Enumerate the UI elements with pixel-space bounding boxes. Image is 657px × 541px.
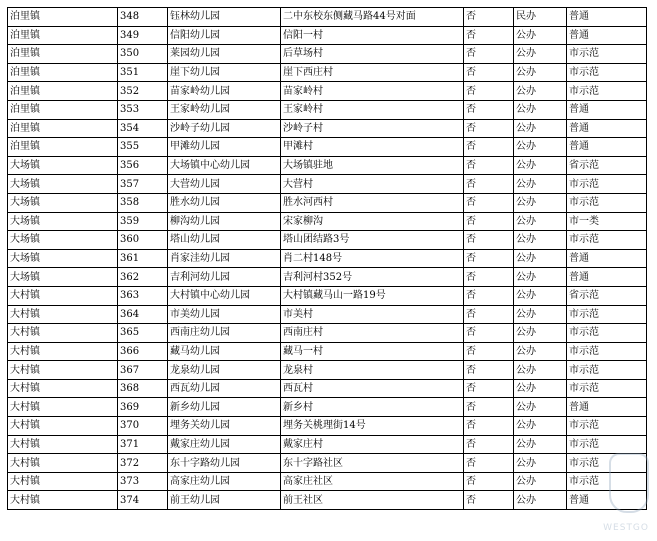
kindergarten-name-cell: 西瓦幼儿园 — [168, 379, 281, 398]
address-cell: 王家岭村 — [281, 100, 464, 119]
table-row — [8, 119, 647, 138]
kindergarten-name-cell: 市美幼儿园 — [168, 305, 281, 324]
address-cell: 沙岭子村 — [281, 119, 464, 138]
address-cell: 苗家岭村 — [281, 82, 464, 101]
table-row — [8, 398, 647, 417]
level-cell: 市示范 — [567, 361, 647, 380]
number-cell: 356 — [118, 156, 168, 175]
level-cell: 市示范 — [567, 175, 647, 194]
ownership-cell: 公办 — [514, 63, 567, 82]
address-cell: 宋家柳沟 — [281, 212, 464, 231]
town-cell: 大村镇 — [8, 454, 118, 473]
town-cell: 泊里镇 — [8, 8, 118, 27]
watermark-shield-icon — [609, 453, 649, 513]
address-cell: 信阳一村 — [281, 26, 464, 45]
level-cell: 普通 — [567, 491, 647, 510]
table-row — [8, 193, 647, 212]
address-cell: 龙泉村 — [281, 361, 464, 380]
table-row — [8, 26, 647, 45]
number-cell: 372 — [118, 454, 168, 473]
table-row — [8, 361, 647, 380]
table-row — [8, 379, 647, 398]
ownership-cell: 公办 — [514, 26, 567, 45]
number-cell: 357 — [118, 175, 168, 194]
kindergarten-name-cell: 沙岭子幼儿园 — [168, 119, 281, 138]
address-cell: 后草场村 — [281, 45, 464, 64]
flag-cell: 否 — [464, 472, 514, 491]
kindergarten-name-cell: 大营幼儿园 — [168, 175, 281, 194]
flag-cell: 否 — [464, 342, 514, 361]
ownership-cell: 公办 — [514, 231, 567, 250]
kindergarten-name-cell: 龙泉幼儿园 — [168, 361, 281, 380]
number-cell: 371 — [118, 435, 168, 454]
table-row — [8, 454, 647, 473]
number-cell: 369 — [118, 398, 168, 417]
address-cell: 塔山团结路3号 — [281, 231, 464, 250]
number-cell: 367 — [118, 361, 168, 380]
address-cell: 二中东校东侧藏马路44号对面 — [281, 8, 464, 27]
number-cell: 373 — [118, 472, 168, 491]
number-cell: 352 — [118, 82, 168, 101]
watermark-logo — [603, 453, 649, 533]
ownership-cell: 公办 — [514, 212, 567, 231]
level-cell: 普通 — [567, 100, 647, 119]
ownership-cell: 公办 — [514, 398, 567, 417]
level-cell: 市示范 — [567, 454, 647, 473]
table-row — [8, 249, 647, 268]
ownership-cell: 公办 — [514, 100, 567, 119]
ownership-cell: 公办 — [514, 305, 567, 324]
address-cell: 市美村 — [281, 305, 464, 324]
kindergarten-name-cell: 王家岭幼儿园 — [168, 100, 281, 119]
ownership-cell: 公办 — [514, 82, 567, 101]
level-cell: 普通 — [567, 119, 647, 138]
kindergarten-name-cell: 钰林幼儿园 — [168, 8, 281, 27]
town-cell: 大村镇 — [8, 286, 118, 305]
table-row — [8, 417, 647, 436]
flag-cell: 否 — [464, 305, 514, 324]
kindergarten-name-cell: 大村镇中心幼儿园 — [168, 286, 281, 305]
number-cell: 359 — [118, 212, 168, 231]
ownership-cell: 公办 — [514, 249, 567, 268]
ownership-cell: 公办 — [514, 435, 567, 454]
flag-cell: 否 — [464, 379, 514, 398]
flag-cell: 否 — [464, 398, 514, 417]
kindergarten-name-cell: 西南庄幼儿园 — [168, 324, 281, 343]
table-row — [8, 175, 647, 194]
address-cell: 甲滩村 — [281, 138, 464, 157]
town-cell: 泊里镇 — [8, 82, 118, 101]
ownership-cell: 公办 — [514, 342, 567, 361]
town-cell: 泊里镇 — [8, 100, 118, 119]
ownership-cell: 公办 — [514, 175, 567, 194]
table-row — [8, 472, 647, 491]
table-row — [8, 305, 647, 324]
town-cell: 大场镇 — [8, 231, 118, 250]
town-cell: 大村镇 — [8, 342, 118, 361]
number-cell: 365 — [118, 324, 168, 343]
ownership-cell: 公办 — [514, 454, 567, 473]
flag-cell: 否 — [464, 212, 514, 231]
town-cell: 大村镇 — [8, 324, 118, 343]
ownership-cell: 公办 — [514, 45, 567, 64]
kindergarten-name-cell: 高家庄幼儿园 — [168, 472, 281, 491]
town-cell: 泊里镇 — [8, 63, 118, 82]
ownership-cell: 公办 — [514, 119, 567, 138]
table-body — [8, 8, 647, 510]
address-cell: 吉利河村352号 — [281, 268, 464, 287]
kindergarten-name-cell: 戴家庄幼儿园 — [168, 435, 281, 454]
number-cell: 368 — [118, 379, 168, 398]
address-cell: 西瓦村 — [281, 379, 464, 398]
kindergarten-name-cell: 吉利河幼儿园 — [168, 268, 281, 287]
number-cell: 358 — [118, 193, 168, 212]
address-cell: 埋务关桃理街14号 — [281, 417, 464, 436]
ownership-cell: 公办 — [514, 138, 567, 157]
table-row — [8, 100, 647, 119]
kindergarten-name-cell: 前王幼儿园 — [168, 491, 281, 510]
ownership-cell: 公办 — [514, 361, 567, 380]
kindergarten-name-cell: 胜水幼儿园 — [168, 193, 281, 212]
table-row — [8, 156, 647, 175]
table-row — [8, 491, 647, 510]
flag-cell: 否 — [464, 138, 514, 157]
level-cell: 市示范 — [567, 63, 647, 82]
flag-cell: 否 — [464, 231, 514, 250]
table-row — [8, 8, 647, 27]
flag-cell: 否 — [464, 435, 514, 454]
town-cell: 大村镇 — [8, 435, 118, 454]
number-cell: 349 — [118, 26, 168, 45]
flag-cell: 否 — [464, 63, 514, 82]
flag-cell: 否 — [464, 119, 514, 138]
address-cell: 前王社区 — [281, 491, 464, 510]
kindergarten-table-sheet — [7, 7, 647, 510]
flag-cell: 否 — [464, 8, 514, 27]
kindergarten-name-cell: 藏马幼儿园 — [168, 342, 281, 361]
address-cell: 新乡村 — [281, 398, 464, 417]
town-cell: 大场镇 — [8, 175, 118, 194]
table-row — [8, 45, 647, 64]
number-cell: 364 — [118, 305, 168, 324]
number-cell: 362 — [118, 268, 168, 287]
number-cell: 360 — [118, 231, 168, 250]
address-cell: 高家庄社区 — [281, 472, 464, 491]
flag-cell: 否 — [464, 193, 514, 212]
number-cell: 366 — [118, 342, 168, 361]
town-cell: 大村镇 — [8, 379, 118, 398]
table-row — [8, 286, 647, 305]
number-cell: 370 — [118, 417, 168, 436]
ownership-cell: 公办 — [514, 491, 567, 510]
town-cell: 大场镇 — [8, 156, 118, 175]
level-cell: 市示范 — [567, 417, 647, 436]
table-row — [8, 212, 647, 231]
address-cell: 崖下西庄村 — [281, 63, 464, 82]
number-cell: 361 — [118, 249, 168, 268]
flag-cell: 否 — [464, 100, 514, 119]
flag-cell: 否 — [464, 361, 514, 380]
kindergarten-name-cell: 崖下幼儿园 — [168, 63, 281, 82]
level-cell: 普通 — [567, 26, 647, 45]
address-cell: 大村镇藏马山一路19号 — [281, 286, 464, 305]
level-cell: 市示范 — [567, 379, 647, 398]
level-cell: 市示范 — [567, 231, 647, 250]
town-cell: 大村镇 — [8, 305, 118, 324]
level-cell: 普通 — [567, 268, 647, 287]
kindergarten-name-cell: 甲滩幼儿园 — [168, 138, 281, 157]
town-cell: 大场镇 — [8, 249, 118, 268]
flag-cell: 否 — [464, 491, 514, 510]
level-cell: 普通 — [567, 249, 647, 268]
town-cell: 泊里镇 — [8, 119, 118, 138]
number-cell: 353 — [118, 100, 168, 119]
level-cell: 普通 — [567, 8, 647, 27]
kindergarten-name-cell: 信阳幼儿园 — [168, 26, 281, 45]
number-cell: 351 — [118, 63, 168, 82]
kindergarten-name-cell: 大场镇中心幼儿园 — [168, 156, 281, 175]
town-cell: 大村镇 — [8, 417, 118, 436]
town-cell: 大村镇 — [8, 398, 118, 417]
number-cell: 350 — [118, 45, 168, 64]
level-cell: 市示范 — [567, 435, 647, 454]
ownership-cell: 公办 — [514, 156, 567, 175]
address-cell: 肖二村148号 — [281, 249, 464, 268]
level-cell: 普通 — [567, 398, 647, 417]
kindergarten-name-cell: 柳沟幼儿园 — [168, 212, 281, 231]
kindergarten-name-cell: 东十字路幼儿园 — [168, 454, 281, 473]
level-cell: 市一类 — [567, 212, 647, 231]
table-row — [8, 268, 647, 287]
address-cell: 东十字路社区 — [281, 454, 464, 473]
number-cell: 374 — [118, 491, 168, 510]
town-cell: 大村镇 — [8, 472, 118, 491]
address-cell: 藏马一村 — [281, 342, 464, 361]
watermark-text: WESTGO — [603, 523, 649, 533]
level-cell: 省示范 — [567, 286, 647, 305]
address-cell: 胜水河西村 — [281, 193, 464, 212]
town-cell: 泊里镇 — [8, 26, 118, 45]
ownership-cell: 公办 — [514, 417, 567, 436]
ownership-cell: 公办 — [514, 268, 567, 287]
level-cell: 市示范 — [567, 82, 647, 101]
flag-cell: 否 — [464, 454, 514, 473]
address-cell: 西南庄村 — [281, 324, 464, 343]
table-row — [8, 82, 647, 101]
number-cell: 354 — [118, 119, 168, 138]
number-cell: 363 — [118, 286, 168, 305]
ownership-cell: 公办 — [514, 472, 567, 491]
town-cell: 大村镇 — [8, 491, 118, 510]
flag-cell: 否 — [464, 26, 514, 45]
ownership-cell: 公办 — [514, 193, 567, 212]
flag-cell: 否 — [464, 268, 514, 287]
table-row — [8, 63, 647, 82]
ownership-cell: 公办 — [514, 324, 567, 343]
ownership-cell: 民办 — [514, 8, 567, 27]
table-row — [8, 231, 647, 250]
town-cell: 泊里镇 — [8, 138, 118, 157]
kindergarten-name-cell: 莱园幼儿园 — [168, 45, 281, 64]
number-cell: 348 — [118, 8, 168, 27]
number-cell: 355 — [118, 138, 168, 157]
ownership-cell: 公办 — [514, 286, 567, 305]
town-cell: 大场镇 — [8, 268, 118, 287]
level-cell: 省示范 — [567, 156, 647, 175]
level-cell: 市示范 — [567, 45, 647, 64]
town-cell: 大场镇 — [8, 193, 118, 212]
flag-cell: 否 — [464, 45, 514, 64]
table-row — [8, 324, 647, 343]
level-cell: 市示范 — [567, 193, 647, 212]
kindergarten-name-cell: 塔山幼儿园 — [168, 231, 281, 250]
flag-cell: 否 — [464, 249, 514, 268]
table-row — [8, 138, 647, 157]
address-cell: 戴家庄村 — [281, 435, 464, 454]
ownership-cell: 公办 — [514, 379, 567, 398]
town-cell: 大村镇 — [8, 361, 118, 380]
kindergarten-name-cell: 肖家洼幼儿园 — [168, 249, 281, 268]
address-cell: 大营村 — [281, 175, 464, 194]
kindergarten-name-cell: 苗家岭幼儿园 — [168, 82, 281, 101]
town-cell: 泊里镇 — [8, 45, 118, 64]
level-cell: 普通 — [567, 138, 647, 157]
town-cell: 大场镇 — [8, 212, 118, 231]
kindergarten-name-cell: 新乡幼儿园 — [168, 398, 281, 417]
level-cell: 市示范 — [567, 342, 647, 361]
level-cell: 市示范 — [567, 305, 647, 324]
flag-cell: 否 — [464, 286, 514, 305]
flag-cell: 否 — [464, 175, 514, 194]
table-row — [8, 342, 647, 361]
level-cell: 市示范 — [567, 324, 647, 343]
kindergarten-table — [7, 7, 647, 510]
flag-cell: 否 — [464, 324, 514, 343]
level-cell: 市示范 — [567, 472, 647, 491]
address-cell: 大场镇驻地 — [281, 156, 464, 175]
kindergarten-name-cell: 埋务关幼儿园 — [168, 417, 281, 436]
flag-cell: 否 — [464, 82, 514, 101]
flag-cell: 否 — [464, 417, 514, 436]
flag-cell: 否 — [464, 156, 514, 175]
table-row — [8, 435, 647, 454]
